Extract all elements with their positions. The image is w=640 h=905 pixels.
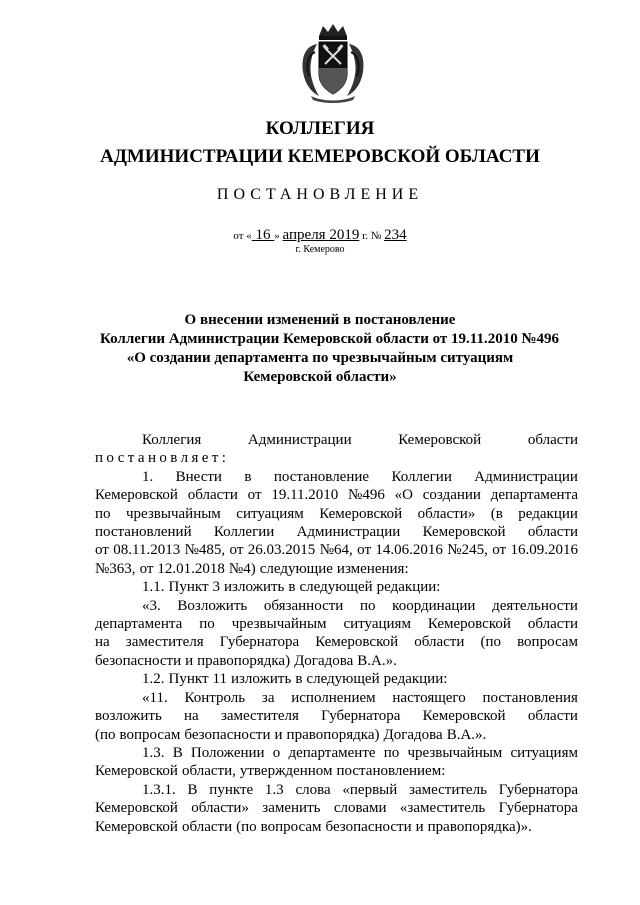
body-line [95,707,578,725]
body-word: Кемеровской [315,634,399,651]
body-word: 11 [212,671,227,688]
body-word: 3 [212,579,221,596]
body-word: заменить [262,800,321,817]
body-line [95,689,578,707]
body-word: Кемеровской [95,800,178,817]
body-word: Кемеровской [422,708,506,725]
body-word: департамента [490,487,578,504]
body-word: (по [236,818,257,835]
body-word: создании [422,487,481,504]
body-line [95,818,578,836]
body-line [95,523,578,541]
body-word: области [187,487,238,504]
body-word: и [185,652,194,669]
body-word: области [527,432,578,448]
body-word: настоящего [392,689,466,706]
body-word: постановляет: [95,450,230,467]
body-word: (по [95,726,116,743]
body-line [95,449,578,467]
body-word: области, [181,763,236,780]
body-word: ситуациям [510,744,578,761]
body-word: словами [333,800,387,817]
body-word: чрезвычайным [126,505,221,522]
body-word: Губернатора [498,800,578,817]
body-line [95,486,578,504]
body-word: Положении [190,744,265,761]
body-word: от [95,542,109,559]
body-word: слова [295,781,331,798]
body-word: на [95,634,110,651]
body-word: Контроль [184,689,246,706]
body-line [95,597,578,615]
body-word: Кемеровской [422,524,506,541]
body-line [95,560,578,578]
body-word: №4) [228,560,256,577]
body-word: «11. [142,689,168,706]
body-word: изложить [230,671,292,688]
body-word: возложить [95,708,162,725]
body-word: области [527,708,578,725]
body-word: Кемеровской [95,487,178,504]
organization-name-line1: КОЛЛЕГИЯ [265,118,375,139]
body-word: по [359,597,376,614]
body-word: области [414,634,465,651]
body-word: заместителя [220,708,299,725]
body-word: «О [394,487,413,504]
body-word: на [184,708,199,725]
body-word: «первый [342,781,398,798]
body-word: чрезвычайным [231,616,327,633]
body-word: Коллегия [142,432,202,448]
body-word: Возложить [177,597,248,614]
body-word: следующей [306,671,380,688]
document-date-line [0,226,640,245]
body-line [95,652,578,670]
date-mid: » [274,230,280,242]
body-word: департамента [95,616,183,633]
body-word: области [527,524,578,541]
body-line [95,578,578,596]
body-word: о [272,744,281,761]
body-line [95,744,578,762]
body-word: Догадова [294,652,354,669]
body-word: №363, [95,560,136,577]
body-word: правопорядка)». [427,818,532,835]
body-word: вопросам [517,634,578,651]
body-word: по [383,744,400,761]
coat-of-arms-emblem [297,22,369,104]
body-word: В [172,744,183,761]
body-word: и [415,818,424,835]
document-city: г. Кемерово [295,244,345,255]
body-word: от [492,542,507,559]
body-word: заместитель [409,781,487,798]
body-word: безопасности [95,652,182,669]
body-line [95,468,578,486]
body-word: 12.01.2018 [157,560,225,577]
body-word: Внести [175,468,222,485]
body-word: в [244,468,252,485]
body-word: (по [480,634,501,651]
body-word: 1.3.1. [142,781,176,798]
body-line [95,799,578,817]
body-word: 1.3 [264,781,284,798]
body-line [95,762,578,780]
body-word: постановление [273,468,370,485]
title-line: Коллегии Администрации Кемеровской области от 19.11.2010 №496 [100,331,560,347]
body-line [95,633,578,651]
body-word: ситуациям [343,616,411,633]
document-body [95,431,578,836]
body-word: Коллегии [391,468,452,485]
body-word: области» [191,800,249,817]
body-word: №496 [348,487,385,504]
date-day: 16 [255,227,271,243]
body-word: постановления [482,689,578,706]
body-word: Администрации [474,468,578,485]
body-word: области [181,818,233,835]
title-line: О внесении изменений в постановление [184,312,456,328]
title-line: Кемеровской области» [243,369,397,385]
body-word: Губернатора [498,781,578,798]
year-suffix: г. [362,230,369,242]
body-word: в [288,579,296,596]
body-word: от [139,560,154,577]
body-word: В.А.». [446,726,487,743]
body-word: Пункт [168,671,209,688]
body-word: изложить [224,579,285,596]
body-word: безопасности [184,726,271,743]
body-word: заместителя [125,634,204,651]
title-line: «О создании департамента по чрезвычайным ситуациям [126,350,514,366]
body-word: 14.06.2016 [375,542,443,559]
body-word: безопасности [325,818,412,835]
body-word: 1.1. [142,579,165,596]
body-word: координации [392,597,476,614]
body-word: 1. [142,468,154,485]
body-word: «3. [142,597,161,614]
body-word: 1.2. [142,671,165,688]
body-word: Губернатора [219,634,300,651]
body-word: правопорядка) [197,652,291,669]
body-line [95,431,578,449]
document-title [100,311,560,387]
body-word: Кемеровской [427,616,511,633]
body-word: деятельности [492,597,578,614]
body-word: редакции: [383,671,448,688]
body-word: и [274,726,283,743]
body-word: от [229,542,244,559]
body-word: обязанности [263,597,344,614]
body-word: изменения: [336,560,409,577]
body-word: 26.03.2015 [247,542,316,559]
body-word: Кемеровской [319,505,403,522]
body-word: Догадова [383,726,443,743]
body-word: за [261,689,275,706]
body-word: вопросам [260,818,322,835]
body-word: по [95,505,111,522]
body-word: редакции [518,505,578,522]
body-word: от [247,487,262,504]
body-word: пункте [209,781,254,798]
body-line [95,505,578,523]
body-word: ситуациям [236,505,304,522]
body-word: №245, [447,542,488,559]
body-word: вопросам [119,726,181,743]
body-word: области [527,616,578,633]
body-word: Кемеровской [398,432,482,448]
document-type: ПОСТАНОВЛЕНИЕ [216,186,424,203]
body-word: следующей [299,579,373,596]
body-line [95,726,578,744]
number-prefix: № [370,230,382,242]
body-word: Администрации [247,432,352,448]
body-word: Администрации [296,524,401,541]
date-month-year: апреля 2019 [282,227,360,243]
body-word: Кемеровской [95,818,178,835]
body-word: по [199,616,215,633]
body-word: области» [417,505,476,522]
body-word: в [295,671,303,688]
body-word: исполнением [291,689,376,706]
body-word: департаменте [288,744,376,761]
body-word: следующие [259,560,333,577]
body-line [95,541,578,559]
body-word: утвержденном [239,763,333,780]
body-word: Губернатора [321,708,401,725]
body-word: Кемеровской [95,763,178,780]
body-word: постановлений [95,524,192,541]
body-word: Коллегии [213,524,275,541]
body-word: постановлением: [336,763,446,780]
body-line [95,781,578,799]
body-word: 1.3. [142,744,165,761]
body-word: чрезвычайным [407,744,503,761]
body-word: (в [490,505,503,522]
body-word: №485, [184,542,226,559]
body-word: 08.11.2013 [113,542,181,559]
organization-name-line2: АДМИНИСТРАЦИИ КЕМЕРОВСКОЙ ОБЛАСТИ [100,146,540,167]
body-word: «заместитель [399,800,486,817]
body-word: редакции: [376,579,441,596]
body-word: В.А.». [357,652,397,669]
body-word: 16.09.2016 [510,542,578,559]
body-word: правопорядка) [286,726,380,743]
body-word: №64, [319,542,353,559]
document-number: 234 [384,227,407,243]
body-word: Пункт [168,579,209,596]
body-line [95,670,578,688]
body-word: от [357,542,371,559]
body-word: В [187,781,198,798]
body-word: 19.11.2010 [271,487,339,504]
body-line [95,615,578,633]
date-prefix: от « [233,230,252,242]
